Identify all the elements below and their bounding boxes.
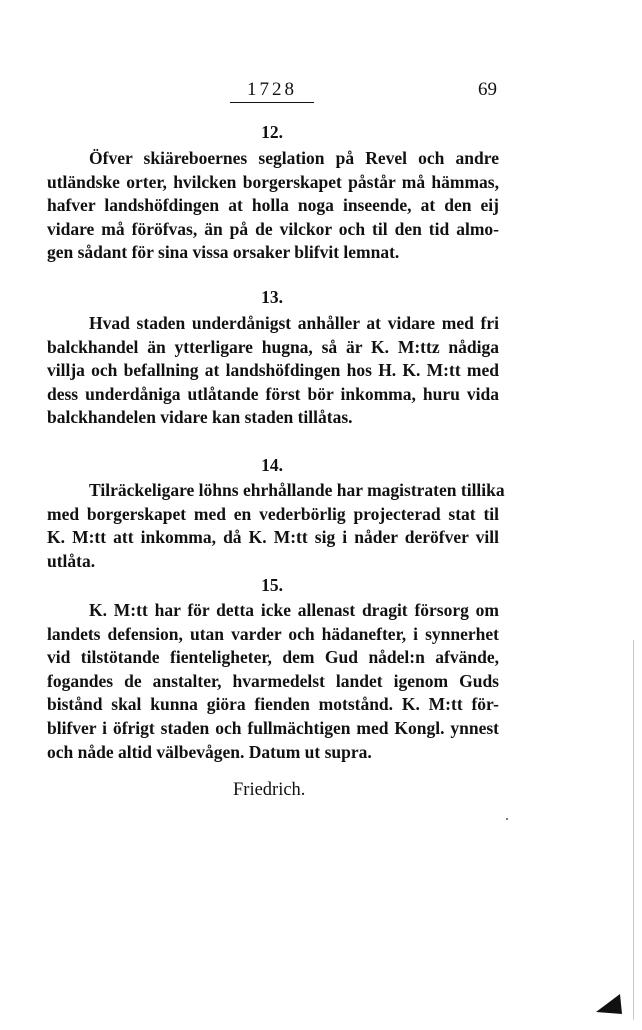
section-15-paragraph bbox=[47, 599, 499, 764]
paragraph-line: dess underdåniga utlåtande först bör inkomma, huru vida bbox=[47, 383, 499, 404]
page-number: 69 bbox=[478, 79, 497, 100]
section-number-14: 14. bbox=[261, 455, 283, 475]
paragraph-line: K. M:tt att inkomma, då K. M:tt sig i nåder deröfver vill bbox=[47, 527, 499, 548]
paragraph-line: hafver landshöfdingen at holla noga inseende, at den eij bbox=[47, 195, 499, 216]
paragraph-line: och nåde altid välbevågen. Datum ut supra. bbox=[47, 741, 372, 762]
paragraph-line: landets defension, utan varder och hädanefter, i synnerhet bbox=[47, 623, 499, 644]
section-14-paragraph bbox=[47, 479, 505, 573]
section-number-15: 15. bbox=[261, 575, 283, 595]
paragraph-line: vid tilstötande fienteligheter, dem Gud nådel:n afvände, bbox=[47, 647, 499, 668]
paragraph-line: balckhandelen vidare kan staden tillåtas. bbox=[47, 407, 353, 428]
running-header-year: 1728 bbox=[230, 80, 314, 103]
paragraph-line: med borgerskapet med en vederbörlig projecterad stat til bbox=[47, 503, 499, 524]
paragraph-line: utländske orter, hvilcken borgerskapet påstår må hämmas, bbox=[47, 171, 499, 192]
paragraph-line: Tilräckeligare löhns ehrhållande har magistraten tillika bbox=[89, 480, 505, 500]
paragraph-line: blifver i öfrigt staden och fullmächtigen med Kongl. ynnest bbox=[47, 717, 499, 738]
paragraph-line: bistånd skal kunna giöra fienden motstånd. K. M:tt för- bbox=[47, 694, 499, 715]
paragraph-line: Hvad staden underdånigst anhåller at vidare med fri bbox=[89, 313, 499, 333]
section-12-paragraph bbox=[47, 147, 499, 265]
paragraph-line: Öfver skiäreboernes seglation på Revel och andre bbox=[89, 148, 499, 168]
paragraph-line: fogandes de anstalter, hvarmedelst landet igenom Guds bbox=[47, 670, 499, 691]
page-corner-mark-icon bbox=[594, 990, 624, 1016]
paragraph-line: balckhandel än ytterligare hugna, så är K. M:ttz nådiga bbox=[47, 336, 499, 357]
paragraph-line: gen sådant för sina vissa orsaker blifvit lemnat. bbox=[47, 242, 400, 263]
section-number-13: 13. bbox=[261, 287, 283, 307]
page-edge-line bbox=[633, 640, 634, 1020]
paragraph-line: K. M:tt har för detta icke allenast dragit försorg om bbox=[89, 600, 499, 620]
section-number-12: 12. bbox=[261, 122, 283, 142]
section-13-paragraph bbox=[47, 312, 499, 430]
scan-speck bbox=[506, 818, 508, 820]
signature: Friedrich. bbox=[233, 780, 306, 800]
paragraph-line: villja och befallning at landshöfdingen hos H. K. M:tt med bbox=[47, 360, 499, 381]
paragraph-line: utlåta. bbox=[47, 550, 96, 571]
paragraph-line: vidare må föröfvas, än på de vilckor och til den tid almo- bbox=[47, 218, 499, 239]
